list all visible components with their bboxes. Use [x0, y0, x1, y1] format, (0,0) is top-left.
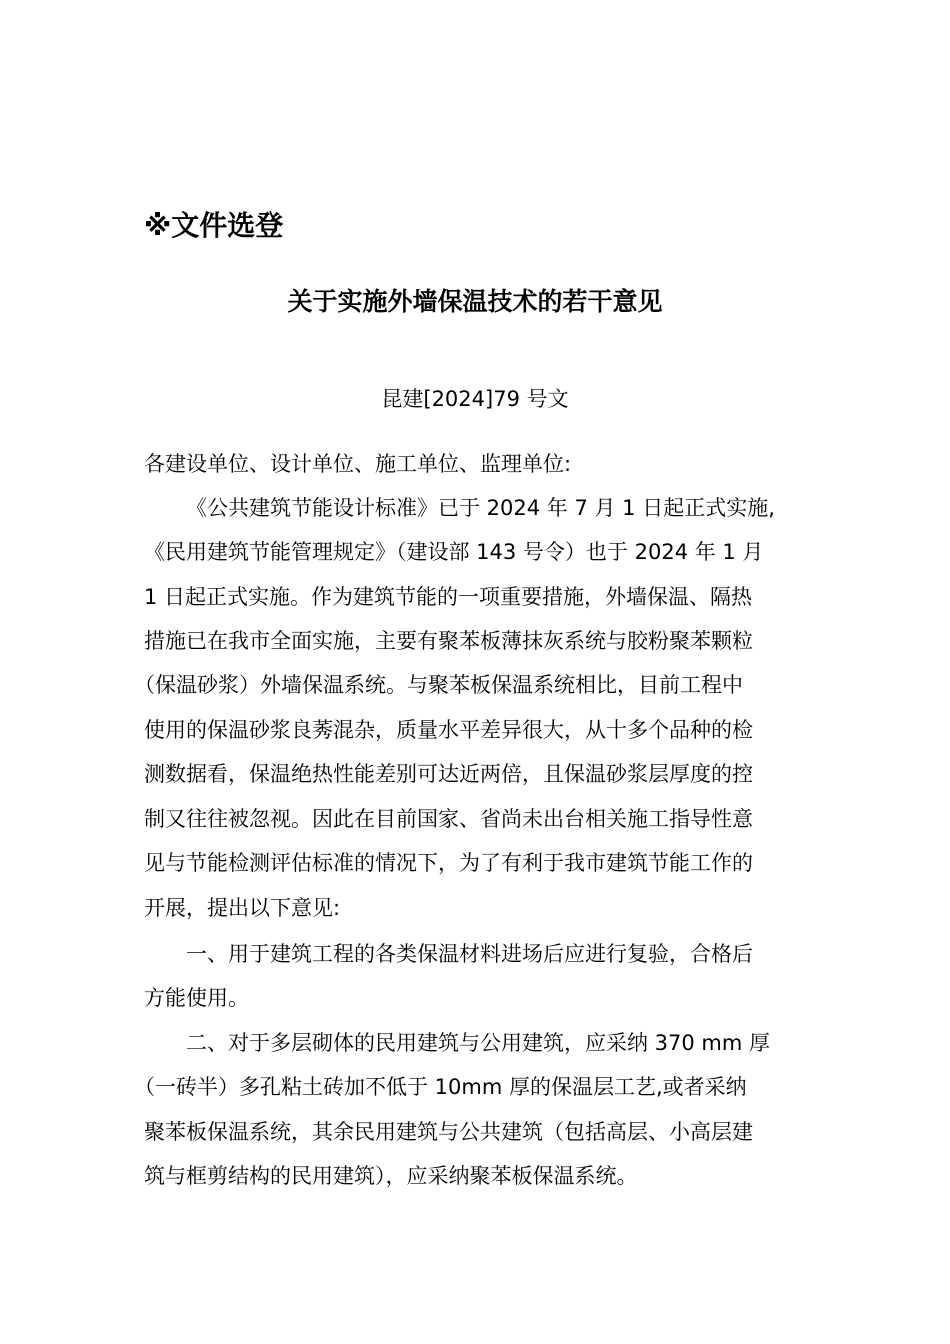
item-2-line-1: 二、对于多层砌体的民用建筑与公用建筑，应采纳 370 mm 厚: [186, 1031, 771, 1055]
item-1-line-2: 方能使用。: [144, 986, 249, 1010]
document-number: 昆建[2024]79 号文: [381, 387, 569, 411]
item-1-line-1: 一、用于建筑工程的各类保温材料进场后应进行复验，合格后: [186, 942, 753, 966]
paragraph-1-line-5: （保温砂浆）外墙保温系统。与聚苯板保温系统相比，目前工程中: [134, 673, 743, 697]
item-2-line-4: 筑与框剪结构的民用建筑），应采纳聚苯板保温系统。: [144, 1164, 638, 1188]
salutation: 各建设单位、设计单位、施工单位、监理单位:: [144, 452, 572, 476]
paragraph-1-line-6: 使用的保温砂浆良莠混杂，质量水平差异很大，从十多个品种的检: [144, 718, 753, 742]
item-2-line-3: 聚苯板保温系统，其余民用建筑与公共建筑（包括高层、小高层建: [144, 1120, 753, 1144]
paragraph-1-line-10: 开展，提出以下意见:: [144, 896, 341, 920]
section-tag: ※文件选登: [144, 209, 284, 242]
paragraph-1-line-1: 《公共建筑节能设计标准》已于 2024 年 7 月 1 日起正式实施,: [186, 496, 775, 520]
paragraph-1-line-7: 测数据看，保温绝热性能差别可达近两倍，且保温砂浆层厚度的控: [144, 762, 753, 786]
paragraph-1-line-3: 1 日起正式实施。作为建筑节能的一项重要措施，外墙保温、隔热: [144, 585, 753, 609]
document-title: 关于实施外墙保温技术的若干意见: [287, 287, 663, 316]
item-2-line-2: （一砖半）多孔粘土砖加不低于 10mm 厚的保温层工艺,或者采纳: [134, 1075, 747, 1099]
paragraph-1-line-4: 措施已在我市全面实施，主要有聚苯板薄抹灰系统与胶粉聚苯颗粒: [144, 629, 753, 653]
paragraph-1-line-9: 见与节能检测评估标准的情况下，为了有利于我市建筑节能工作的: [144, 851, 753, 875]
paragraph-1-line-8: 制又往往被忽视。因此在目前国家、省尚未出台相关施工指导性意: [144, 807, 753, 831]
paragraph-1-line-2: 《民用建筑节能管理规定》（建设部 143 号令）也于 2024 年 1 月: [144, 540, 764, 564]
